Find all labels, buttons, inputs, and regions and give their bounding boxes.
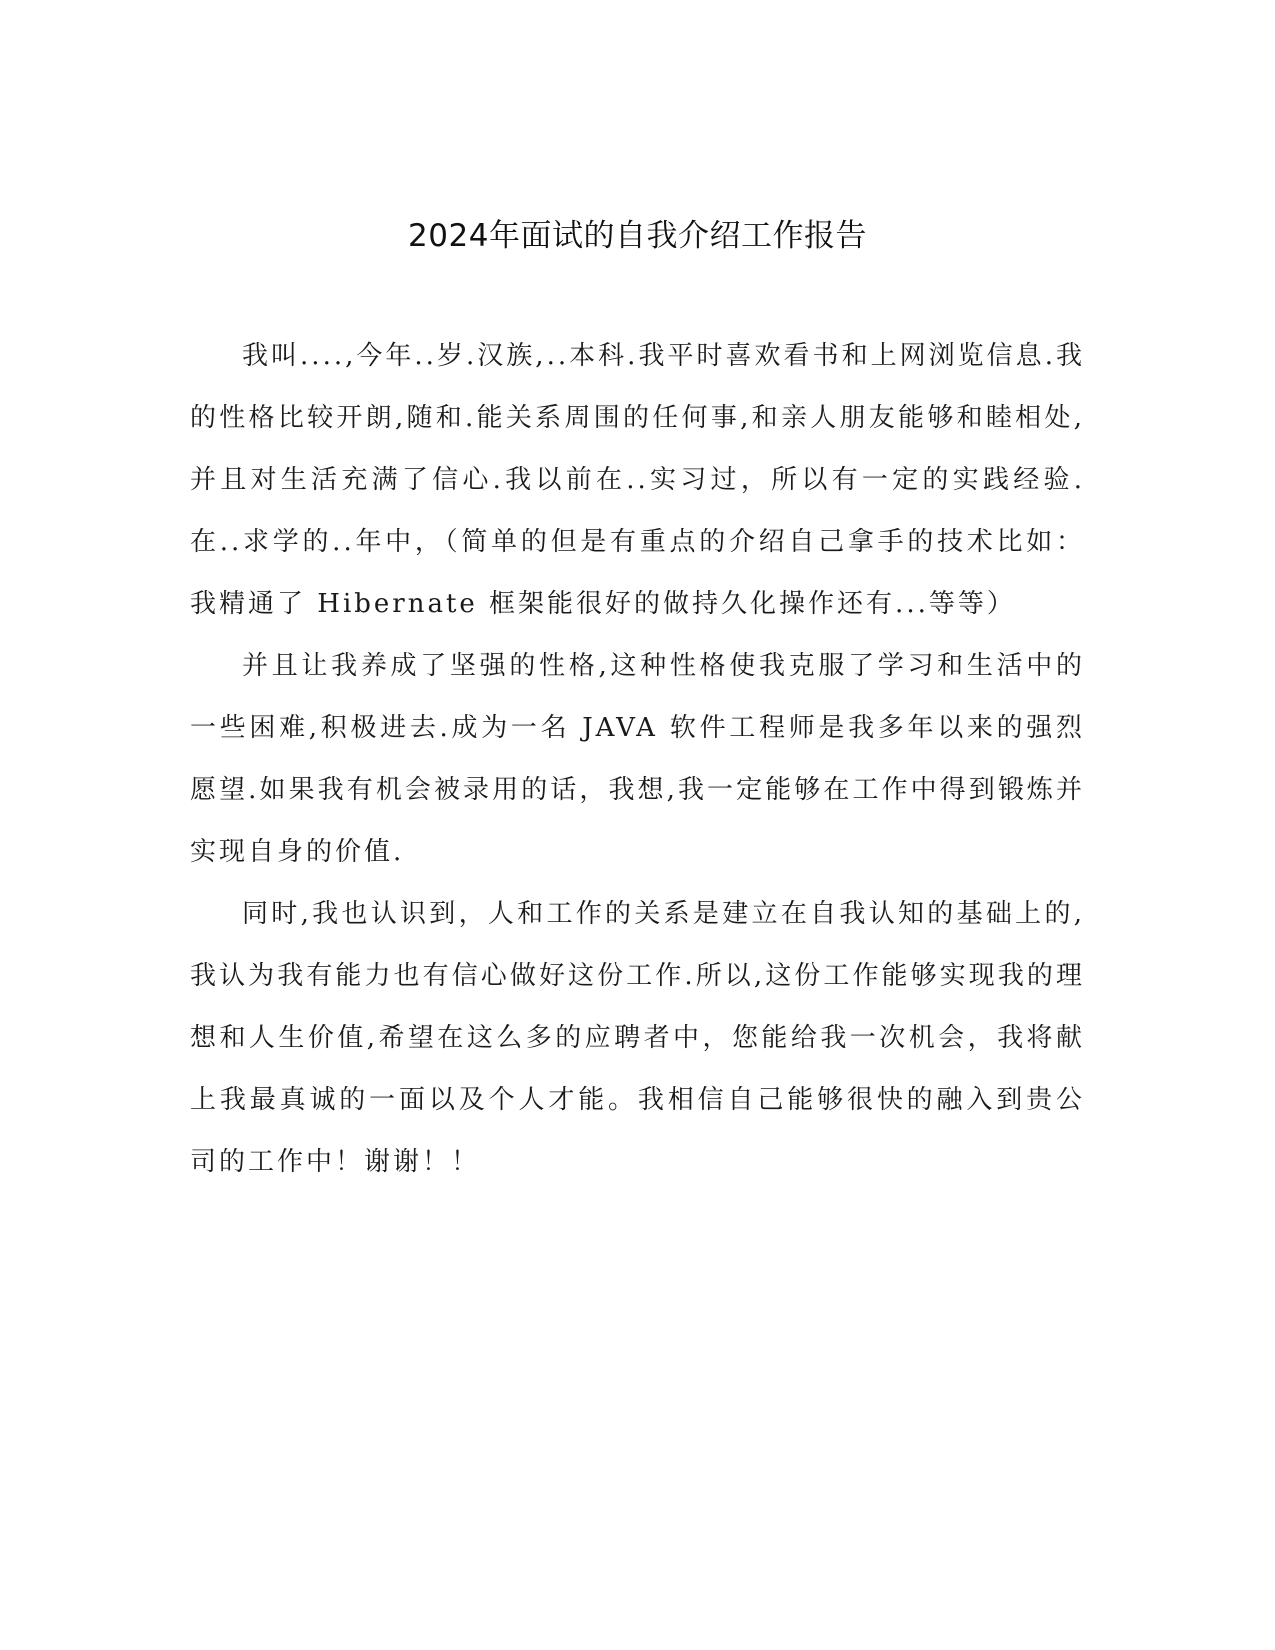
paragraph-3: 同时,我也认识到，人和工作的关系是建立在自我认知的基础上的,我认为我有能力也有信心做好这份工作.所以,这份工作能够实现我的理想和人生价值,希望在这么多的应聘者中，您能给我一次机会，我将献上我最真诚的一面以及个人才能。我相信自己能够很快的融入到贵公司的工作中！谢谢！！ xyxy=(190,899,1085,1177)
page-title: 2024年面试的自我介绍工作报告 xyxy=(408,218,867,254)
paragraph-2: 并且让我养成了坚强的性格,这种性格使我克服了学习和生活中的一些困难,积极进去.成为一名 JAVA 软件工程师是我多年以来的强烈愿望.如果我有机会被录用的话，我想,我一定能够在工作中得到锻炼并实现自身的价值. xyxy=(190,651,1085,867)
document-body xyxy=(190,325,1085,1193)
paragraph-1: 我叫....,今年..岁.汉族,..本科.我平时喜欢看书和上网浏览信息.我的性格比较开朗,随和.能关系周围的任何事,和亲人朋友能够和睦相处,并且对生活充满了信心.我以前在..实习过，所以有一定的实践经验.在..求学的..年中，（简单的但是有重点的介绍自己拿手的技术比如：我精通了 Hibernate 框架能很好的做持久化操作还有...等等） xyxy=(190,341,1085,619)
